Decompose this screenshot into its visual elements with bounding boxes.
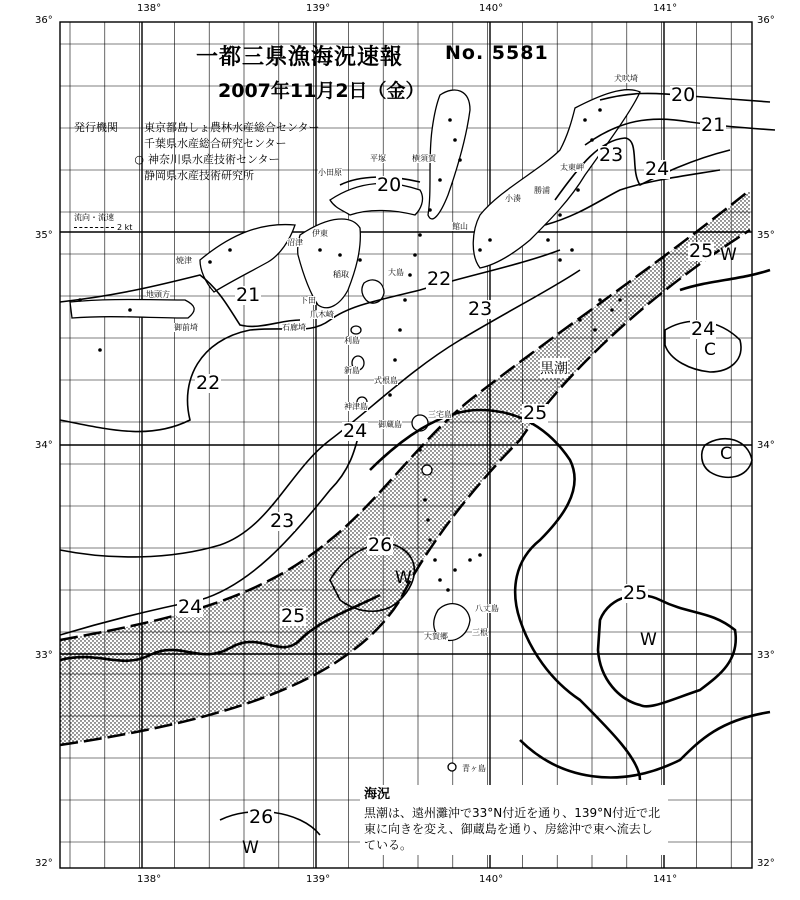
lon-label-140-bottom: 140° [479, 874, 504, 885]
station-dot [558, 213, 562, 217]
isotherm-25-east [680, 270, 770, 290]
lat-label-33: 33° [35, 650, 53, 661]
legend-arrow [74, 227, 114, 228]
lat-label-32: 32° [35, 858, 53, 869]
place-name: 青ヶ島 [462, 764, 486, 773]
place-name: 伊東 [312, 229, 328, 238]
lon-label-139: 139° [306, 3, 331, 14]
kuroshio-band [60, 190, 750, 745]
place-name: 館山 [452, 222, 468, 231]
lat-label-34: 34° [35, 440, 53, 451]
isotherm-label: 21 [236, 284, 261, 306]
izu-peninsula [298, 219, 361, 308]
legend-label: 流向・流速 [74, 213, 114, 222]
warm-water-mark: W [640, 630, 657, 650]
issuer-chiba: 千葉県水産総合研究センター [144, 137, 287, 150]
station-dot [426, 518, 430, 522]
isotherm-label: 24 [645, 158, 670, 180]
station-dot [453, 138, 457, 142]
station-dot [576, 188, 580, 192]
issue-number: No. 5581 [445, 42, 549, 64]
isotherm-label: 25 [523, 402, 548, 424]
lon-label-141-bottom: 141° [653, 874, 678, 885]
station-dot [438, 178, 442, 182]
place-name: 横須賀 [412, 154, 436, 163]
station-dot [418, 448, 422, 452]
place-name: 大賀郷 [424, 632, 448, 641]
station-dot [98, 348, 102, 352]
isotherm-label: 22 [196, 372, 221, 394]
station-dot [488, 238, 492, 242]
isotherm-label: 24 [691, 318, 716, 340]
summary-heading: 海況 [364, 787, 391, 802]
place-name: 平塚 [370, 154, 386, 163]
station-dot [228, 248, 232, 252]
lat-label-35: 35° [35, 230, 53, 241]
suruga-coast [200, 225, 295, 292]
lat-label-34-right: 34° [757, 440, 775, 451]
place-name: 三根 [472, 628, 488, 637]
isotherm-label: 25 [689, 240, 714, 262]
station-dot [546, 238, 550, 242]
place-name: 御前埼 [174, 323, 198, 332]
mikurajima [422, 465, 432, 475]
isotherm-label: 26 [249, 806, 274, 828]
lat-label-32-right: 32° [757, 858, 775, 869]
station-dot [358, 258, 362, 262]
place-name: 利島 [344, 336, 360, 345]
aogashima [448, 763, 456, 771]
station-dot [208, 260, 212, 264]
summary-text: 黒潮は、遠州灘沖で33°N付近を通り、139°N付近で北東に向きを変え、御蔵島を通り、房総沖で東へ流去している。 [364, 806, 661, 852]
issuer-row [74, 136, 320, 152]
lon-label-138-bottom: 138° [137, 874, 162, 885]
station-dot [478, 248, 482, 252]
issuer-kanagawa: 神奈川県水産技術センター [148, 153, 280, 166]
place-name: 大島 [388, 268, 404, 277]
station-dot [468, 558, 472, 562]
lon-label-141: 141° [653, 3, 678, 14]
place-name: 勝浦 [534, 186, 550, 195]
place-name: 神津島 [344, 402, 368, 411]
isotherm-label: 22 [427, 268, 452, 290]
cold-water-mark: C [704, 340, 716, 360]
isotherm-label: 21 [701, 114, 726, 136]
isotherm-25-se [598, 595, 736, 706]
place-name: 沼津 [287, 238, 303, 247]
legend-scale: 2 kt [117, 223, 133, 232]
isotherm-label: 20 [377, 174, 402, 196]
issuer-row [74, 168, 320, 184]
isotherm-label: 23 [270, 510, 295, 532]
isotherm-label: 20 [671, 84, 696, 106]
kanagawa-marker: ○ [134, 153, 144, 166]
station-dot [446, 588, 450, 592]
issuer-row [74, 120, 320, 136]
station-dot [610, 308, 614, 312]
place-name: 小湊 [505, 194, 521, 203]
report-date: 2007年11月2日（金） [218, 80, 425, 102]
warm-water-mark: W [395, 568, 412, 588]
sea-condition-summary [360, 785, 668, 855]
station-dot [338, 253, 342, 257]
current-legend [74, 212, 132, 232]
isotherm-label: 26 [368, 534, 393, 556]
omaezaki-coast [70, 300, 194, 319]
station-dot [618, 298, 622, 302]
place-name: 下田 [300, 296, 316, 305]
lon-label-140: 140° [479, 3, 504, 14]
station-dot [590, 138, 594, 142]
station-dot [423, 498, 427, 502]
station-dot [448, 118, 452, 122]
place-name: 石廊埼 [282, 323, 306, 332]
station-dot [428, 208, 432, 212]
station-dot [403, 298, 407, 302]
lon-label-138: 138° [137, 3, 162, 14]
isotherm-label: 23 [599, 144, 624, 166]
place-name: 式根島 [374, 376, 398, 385]
station-dot [318, 248, 322, 252]
place-name: 爪木崎 [310, 310, 334, 319]
station-dot [393, 358, 397, 362]
lat-label-33-right: 33° [757, 650, 775, 661]
boso-peninsula [473, 90, 640, 268]
station-dot [593, 328, 597, 332]
isotherm-label: 24 [178, 596, 203, 618]
station-dot [478, 553, 482, 557]
issuer-tokyo: 東京都島しょ農林水産総合センター [144, 121, 320, 134]
place-name: 小田原 [318, 168, 342, 177]
toshima [351, 326, 361, 334]
kuroshio-label: 黒潮 [540, 358, 568, 378]
station-dot [578, 318, 582, 322]
station-dot [128, 308, 132, 312]
lat-label-36-right: 36° [757, 15, 775, 26]
station-dot [418, 233, 422, 237]
station-dot [413, 253, 417, 257]
station-dot [583, 118, 587, 122]
place-name: 御蔵島 [378, 420, 402, 429]
place-name: 太東岬 [560, 163, 584, 172]
warm-water-mark: W [720, 245, 737, 265]
isotherm-label: 24 [343, 420, 368, 442]
issuer-shizuoka: 静岡県水産技術研究所 [144, 169, 254, 182]
station-dot [598, 108, 602, 112]
place-name: 焼津 [176, 256, 192, 265]
issuer-label: 発行機関 [74, 121, 118, 134]
station-dot [428, 538, 432, 542]
station-dot [438, 578, 442, 582]
station-dot [570, 248, 574, 252]
station-dot [598, 298, 602, 302]
isotherm-label: 23 [468, 298, 493, 320]
place-name: 新島 [344, 366, 360, 375]
report-title: 一都三県漁海況速報 [196, 45, 404, 70]
isotherm-label: 25 [281, 605, 306, 627]
station-dot [433, 558, 437, 562]
issuer-block [74, 120, 320, 184]
legend-scale-row [74, 223, 132, 232]
warm-water-mark: W [242, 838, 259, 858]
isotherm-label: 25 [623, 582, 648, 604]
place-name: 八丈島 [475, 604, 499, 613]
station-dot [78, 298, 82, 302]
lon-label-139-bottom: 139° [306, 874, 331, 885]
place-name: 犬吠埼 [614, 74, 638, 83]
station-dot [558, 258, 562, 262]
place-name: 稲取 [333, 270, 349, 279]
station-dot [458, 158, 462, 162]
station-dot [453, 568, 457, 572]
issuer-row [74, 152, 320, 168]
station-dot [388, 393, 392, 397]
station-dot [408, 273, 412, 277]
station-dot [398, 328, 402, 332]
lat-label-36: 36° [35, 15, 53, 26]
place-name: 三宅島 [428, 410, 452, 419]
cold-water-mark: C [720, 444, 732, 464]
place-name: 地頭方 [146, 290, 170, 299]
lat-label-35-right: 35° [757, 230, 775, 241]
